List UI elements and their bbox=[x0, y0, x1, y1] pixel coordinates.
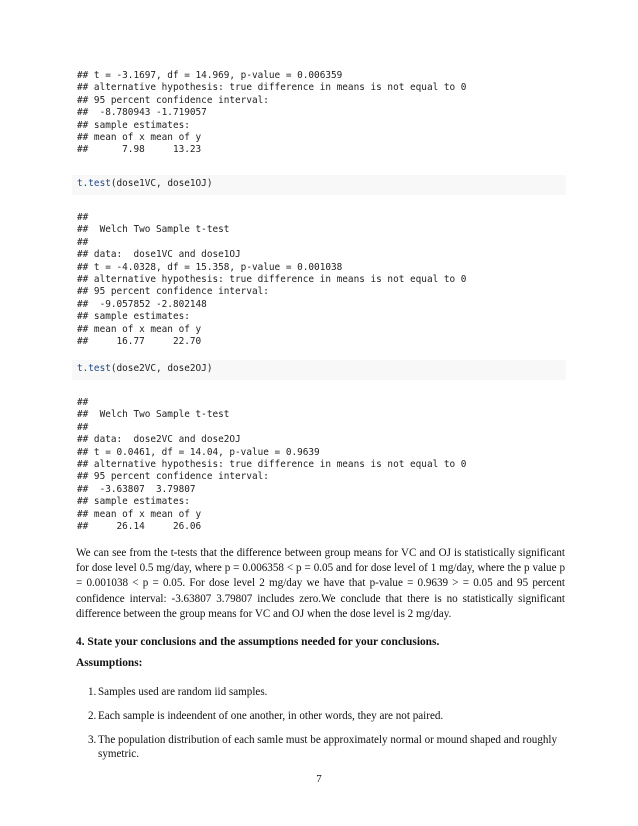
function-args: (dose1VC, dose1OJ) bbox=[110, 178, 213, 189]
output-line: ## mean of x mean of y bbox=[77, 323, 202, 335]
output-line: ## alternative hypothesis: true difference in means is not equal to 0 bbox=[77, 459, 467, 471]
r-output-block-2 bbox=[77, 212, 466, 348]
output-line: ## bbox=[77, 397, 89, 408]
output-line: ## -3.63807 3.79807 bbox=[77, 483, 196, 495]
code-line bbox=[77, 178, 212, 190]
output-line: ## data: dose2VC and dose2OJ bbox=[77, 434, 241, 446]
section-heading: 4. State your conclusions and the assumptions needed for your conclusions. bbox=[76, 636, 440, 648]
output-line: ## -8.780943 -1.719057 bbox=[77, 107, 207, 119]
output-line: ## t = 0.0461, df = 14.04, p-value = 0.9639 bbox=[77, 446, 320, 458]
list-item bbox=[76, 733, 566, 761]
function-name: t.test bbox=[77, 178, 111, 189]
output-line: ## 26.14 26.06 bbox=[77, 521, 202, 533]
output-line: ## alternative hypothesis: true difference in means is not equal to 0 bbox=[77, 82, 467, 94]
output-line: ## bbox=[77, 236, 89, 248]
output-line: ## bbox=[77, 212, 89, 223]
output-line: ## 95 percent confidence interval: bbox=[77, 94, 269, 106]
list-item bbox=[76, 709, 566, 723]
output-line: ## mean of x mean of y bbox=[77, 132, 202, 144]
output-line: ## data: dose1VC and dose1OJ bbox=[77, 249, 241, 261]
output-line: ## t = -3.1697, df = 14.969, p-value = 0.006359 bbox=[77, 70, 343, 81]
output-line: ## t = -4.0328, df = 15.358, p-value = 0.001038 bbox=[77, 261, 343, 273]
list-item-text: Samples used are random iid samples. bbox=[98, 686, 268, 698]
r-output-block-3 bbox=[77, 397, 466, 533]
list-item-number: 2. bbox=[88, 710, 97, 722]
r-output-block-1 bbox=[77, 70, 466, 157]
output-line: ## Welch Two Sample t-test bbox=[77, 224, 230, 236]
output-line: ## 95 percent confidence interval: bbox=[77, 286, 269, 298]
output-line: ## Welch Two Sample t-test bbox=[77, 409, 230, 421]
r-code-chunk-1 bbox=[72, 175, 566, 195]
list-item-number: 1. bbox=[88, 686, 97, 698]
output-line: ## bbox=[77, 421, 89, 433]
function-args: (dose2VC, dose2OJ) bbox=[110, 363, 213, 374]
output-line: ## mean of x mean of y bbox=[77, 508, 202, 520]
assumptions-list bbox=[76, 685, 566, 771]
output-line: ## 16.77 22.70 bbox=[77, 336, 202, 348]
assumptions-heading: Assumptions: bbox=[76, 657, 143, 669]
r-code-chunk-2 bbox=[72, 360, 566, 380]
function-name: t.test bbox=[77, 363, 111, 374]
page-number: 7 bbox=[316, 773, 322, 785]
output-line: ## sample estimates: bbox=[77, 496, 190, 508]
output-line: ## 95 percent confidence interval: bbox=[77, 471, 269, 483]
list-item bbox=[76, 685, 566, 699]
list-item-number: 3. bbox=[88, 734, 97, 746]
output-line: ## sample estimates: bbox=[77, 311, 190, 323]
code-line bbox=[77, 363, 212, 375]
list-item-text: Each sample is indeendent of one another, in other words, they are not paired. bbox=[98, 710, 444, 722]
output-line: ## -9.057852 -2.802148 bbox=[77, 298, 207, 310]
list-item-text: The population distribution of each samle must be approximately normal or mound shaped and roughly symetric. bbox=[98, 734, 558, 760]
output-line: ## 7.98 13.23 bbox=[77, 144, 202, 156]
summary-paragraph: We can see from the t-tests that the difference between group means for VC and OJ is statistically significant for dose level 0.5 mg/day, where p = 0.006358 < p = 0.05 and for dose level of 1 mg/day, where the p value p = 0.001038 < p = 0.05. For dose level 2 mg/day we have that p-value = 0.9639 > = 0.05 and 95 percent confidence interval: -3.63807 3.79807 includes zero.We conclude that there is no statistically significant difference between the group means for VC and OJ when the dose level is 2 mg/day. bbox=[76, 547, 565, 620]
output-line: ## alternative hypothesis: true difference in means is not equal to 0 bbox=[77, 274, 467, 286]
output-line: ## sample estimates: bbox=[77, 119, 190, 131]
